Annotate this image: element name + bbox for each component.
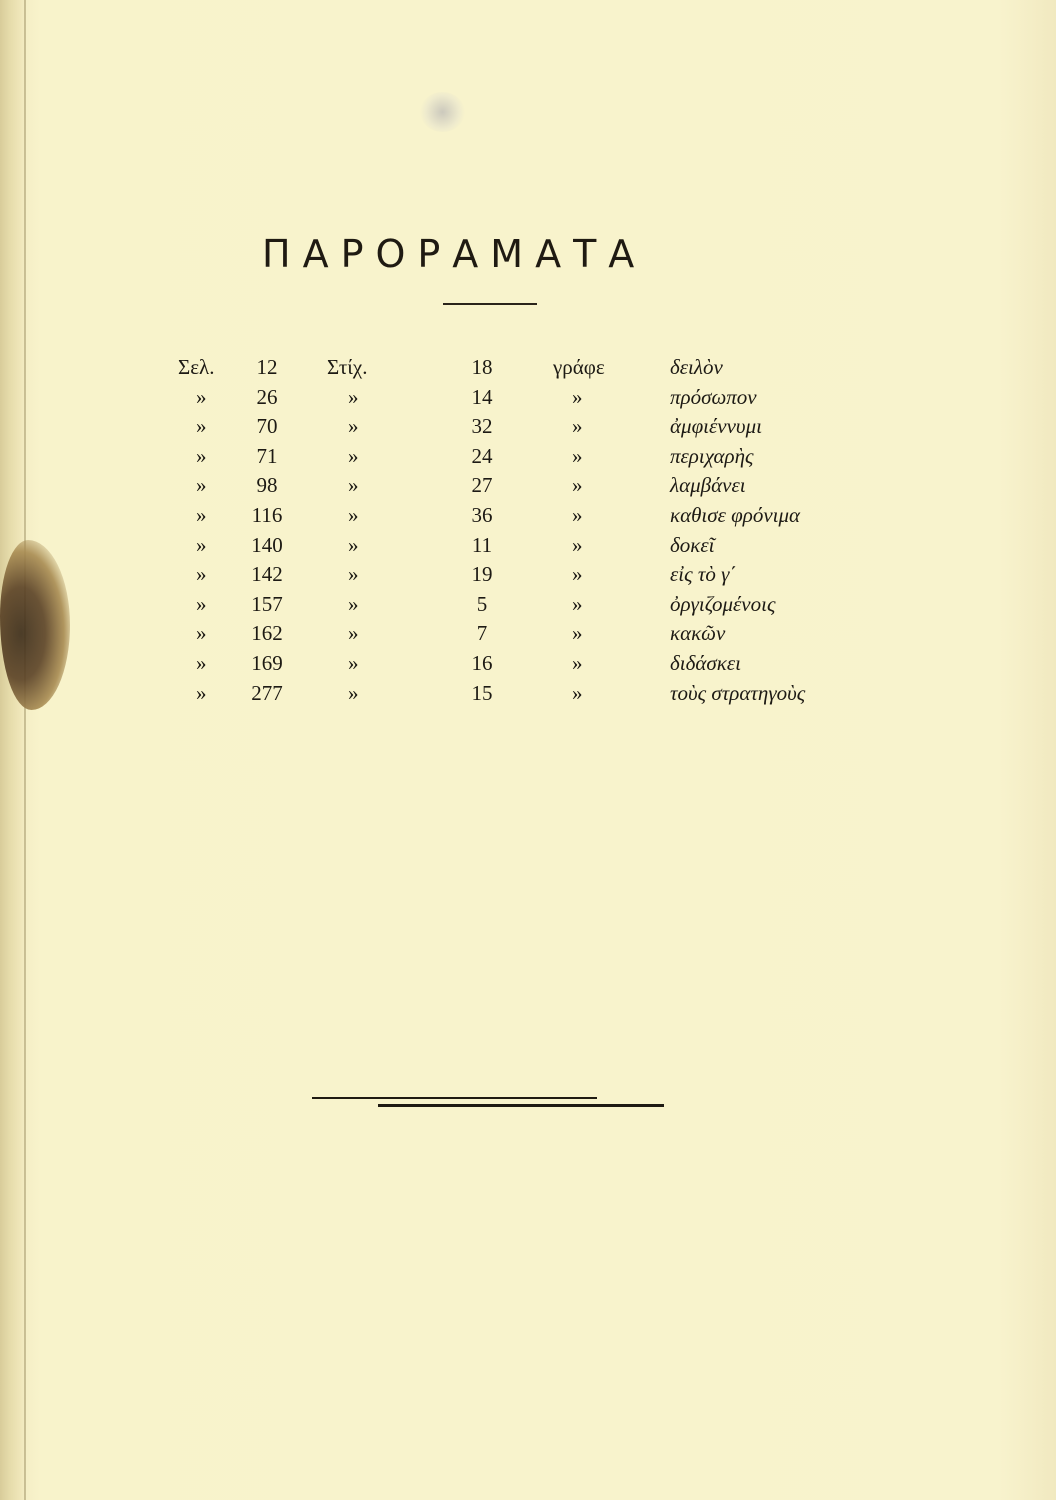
ink-speck [420, 92, 465, 132]
ditto-mark: » [196, 651, 207, 675]
ditto-mark: » [348, 591, 359, 616]
page-number: 98 [256, 473, 278, 498]
errata-row [0, 411, 1056, 441]
page-number: 71 [256, 443, 278, 468]
errata-row [0, 441, 1056, 471]
page-number: 12 [256, 355, 278, 379]
ditto-mark: » [572, 443, 583, 468]
page-number: 157 [251, 591, 283, 616]
ditto-mark: » [196, 591, 207, 616]
line-number: 5 [476, 591, 488, 616]
line-number: 7 [476, 621, 488, 646]
corrected-word: διδάσκει [670, 651, 741, 675]
ditto-mark: » [196, 473, 207, 498]
errata-row [0, 678, 1056, 708]
page-number: 142 [251, 562, 283, 587]
page-number: 140 [251, 532, 283, 557]
title-underline [443, 303, 537, 305]
ditto-mark: » [572, 680, 583, 705]
closing-rule-bottom [378, 1104, 664, 1107]
page-label: Σελ. [178, 355, 215, 379]
corrected-word: δοκεῖ [670, 532, 715, 557]
page-title: ΠΑΡΟΡΑΜΑΤΑ [262, 232, 647, 276]
ditto-mark: » [348, 532, 359, 557]
ditto-mark: » [572, 503, 583, 527]
ditto-mark: » [348, 680, 359, 705]
line-number: 24 [471, 443, 493, 468]
page-number: 162 [251, 621, 283, 646]
corrected-word: εἰς τὸ γ΄ [670, 562, 737, 587]
corrected-word: τοὺς στρατηγοὺς [670, 680, 806, 705]
line-number: 27 [471, 473, 493, 498]
ditto-mark: » [196, 503, 207, 527]
ditto-mark: » [572, 532, 583, 557]
ditto-mark: » [572, 591, 583, 616]
ditto-mark: » [196, 532, 207, 557]
ditto-mark: » [196, 414, 207, 439]
ditto-mark: » [196, 443, 207, 468]
ditto-mark: » [572, 473, 583, 498]
page-number: 277 [251, 680, 283, 705]
page-number: 169 [251, 651, 283, 675]
ditto-mark: » [348, 562, 359, 587]
ditto-mark: » [348, 503, 359, 527]
errata-row [0, 559, 1056, 589]
errata-row [0, 530, 1056, 560]
line-number: 19 [471, 562, 493, 587]
line-number: 14 [471, 384, 493, 409]
errata-row [0, 470, 1056, 500]
errata-row [0, 382, 1056, 412]
line-number: 32 [471, 414, 493, 439]
page-number: 26 [256, 384, 278, 409]
ditto-mark: » [348, 414, 359, 439]
line-label: Στίχ. [327, 355, 368, 379]
ditto-mark: » [348, 443, 359, 468]
ditto-mark: » [572, 414, 583, 439]
corrected-word: καθισε φρόνιμα [670, 503, 801, 527]
corrected-word: ἀμφιέννυμι [670, 414, 762, 439]
corrected-word: λαμβάνει [670, 473, 746, 498]
errata-row [0, 618, 1056, 648]
ditto-mark: » [348, 651, 359, 675]
ditto-mark: » [196, 621, 207, 646]
errata-row [0, 352, 1056, 382]
write-label: γράφε [553, 355, 605, 379]
ditto-mark: » [572, 651, 583, 675]
ditto-mark: » [348, 473, 359, 498]
binding-edge [0, 0, 26, 1500]
corrected-word: περιχαρὴς [670, 443, 754, 468]
ditto-mark: » [572, 621, 583, 646]
line-number: 36 [471, 503, 493, 527]
ditto-mark: » [348, 384, 359, 409]
ditto-mark: » [196, 562, 207, 587]
page-number: 70 [256, 414, 278, 439]
line-number: 15 [471, 680, 493, 705]
closing-rule-top [312, 1097, 597, 1099]
page-number: 116 [251, 503, 283, 527]
ditto-mark: » [572, 562, 583, 587]
line-number: 11 [471, 532, 493, 557]
ditto-mark: » [348, 621, 359, 646]
binding-crease [24, 0, 26, 1500]
errata-row [0, 500, 1056, 530]
corrected-word: ὀργιζομένοις [670, 591, 776, 616]
errata-row [0, 648, 1056, 678]
line-number: 18 [471, 355, 493, 379]
line-number: 16 [471, 651, 493, 675]
corrected-word: κακῶν [670, 621, 726, 646]
corrected-word: δειλὸν [670, 355, 723, 379]
ditto-mark: » [196, 384, 207, 409]
corrected-word: πρόσωπον [670, 384, 757, 409]
ditto-mark: » [572, 384, 583, 409]
ditto-mark: » [196, 680, 207, 705]
errata-row [0, 589, 1056, 619]
